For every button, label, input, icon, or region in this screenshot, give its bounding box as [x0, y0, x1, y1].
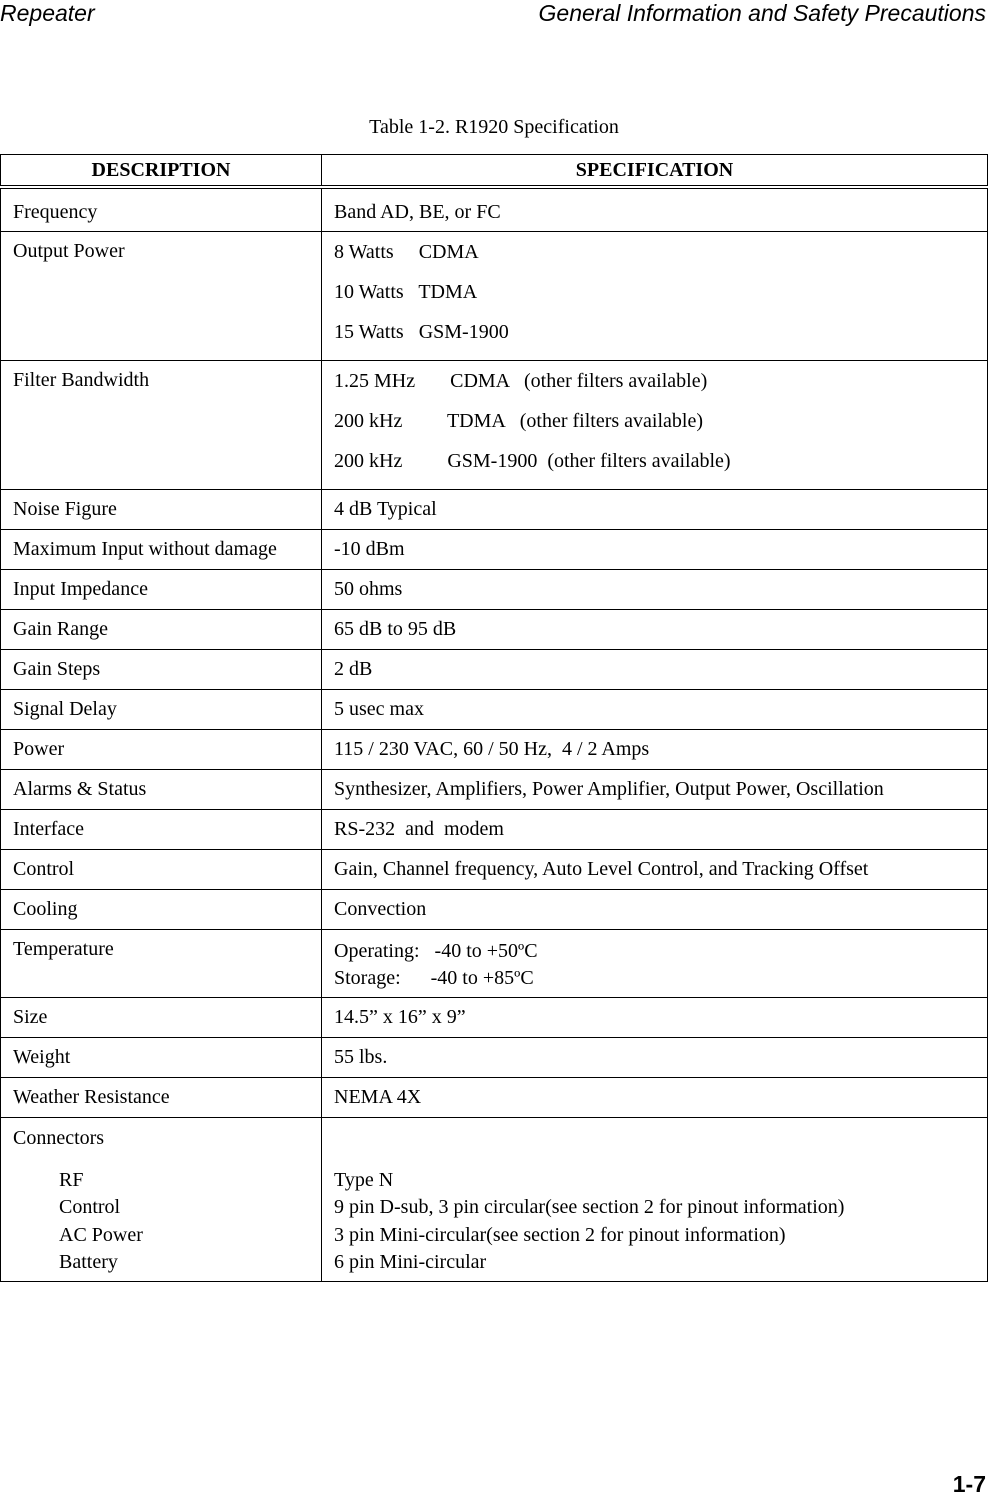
table-row: [1, 929, 988, 997]
row-spec: [322, 231, 988, 360]
table-row: [1, 809, 988, 849]
connectors-label: Connectors: [13, 1126, 105, 1149]
table-row-connectors: [1, 1117, 988, 1281]
spec-line: 200 kHz GSM-1900 (other filters available): [334, 449, 731, 472]
row-spec: [322, 929, 988, 997]
table-row: [1, 1037, 988, 1077]
table-row: [1, 609, 988, 649]
table-row: [1, 360, 988, 489]
connector-name: RF: [59, 1168, 84, 1191]
row-spec: 2 dB: [322, 649, 988, 689]
column-header-specification: SPECIFICATION: [322, 155, 988, 188]
row-description: Temperature: [1, 929, 322, 997]
table-row: [1, 529, 988, 569]
running-header-right: General Information and Safety Precautions: [538, 0, 986, 26]
spec-line: Storage: -40 to +85ºC: [334, 966, 534, 989]
row-description: Noise Figure: [1, 489, 322, 529]
specification-table: [0, 154, 988, 1282]
connector-spec: 6 pin Mini-circular: [334, 1251, 487, 1273]
row-description: Gain Steps: [1, 649, 322, 689]
row-description: Power: [1, 729, 322, 769]
row-description: [1, 1117, 322, 1281]
spec-line: 10 Watts TDMA: [334, 280, 478, 303]
row-spec: 65 dB to 95 dB: [322, 609, 988, 649]
table-row: [1, 569, 988, 609]
row-description: Weight: [1, 1037, 322, 1077]
page-number: 1-7: [952, 1471, 986, 1497]
table-row: [1, 231, 988, 360]
row-description: Control: [1, 849, 322, 889]
table-row: [1, 489, 988, 529]
row-spec: NEMA 4X: [322, 1077, 988, 1117]
row-description: Maximum Input without damage: [1, 529, 322, 569]
table-row: [1, 729, 988, 769]
connector-name: AC Power: [59, 1223, 143, 1246]
spec-line: 1.25 MHz CDMA (other filters available): [334, 369, 708, 392]
row-spec: Synthesizer, Amplifiers, Power Amplifier, Output Power, Oscillation: [322, 769, 988, 809]
connector-spec: 9 pin D-sub, 3 pin circular(see section 2 for pinout information): [334, 1196, 845, 1218]
row-spec: 5 usec max: [322, 689, 988, 729]
row-description: Signal Delay: [1, 689, 322, 729]
row-description: Frequency: [1, 187, 322, 231]
spec-line: 8 Watts CDMA: [334, 240, 479, 263]
table-row: [1, 889, 988, 929]
table-row: [1, 849, 988, 889]
row-spec: [322, 360, 988, 489]
row-description: Input Impedance: [1, 569, 322, 609]
connector-name: Control: [59, 1196, 121, 1218]
spec-line: Operating: -40 to +50ºC: [334, 939, 538, 962]
row-description: Gain Range: [1, 609, 322, 649]
row-spec: 115 / 230 VAC, 60 / 50 Hz, 4 / 2 Amps: [322, 729, 988, 769]
row-spec: Gain, Channel frequency, Auto Level Control, and Tracking Offset: [322, 849, 988, 889]
spec-line: 15 Watts GSM-1900: [334, 320, 509, 343]
row-description: Filter Bandwidth: [1, 360, 322, 489]
spec-line: 200 kHz TDMA (other filters available): [334, 409, 703, 432]
row-spec: 55 lbs.: [322, 1037, 988, 1077]
table-row: [1, 997, 988, 1037]
table-header-row: [1, 155, 988, 188]
running-header-left: Repeater: [0, 0, 95, 26]
row-spec: Band AD, BE, or FC: [322, 187, 988, 231]
row-description: Output Power: [1, 231, 322, 360]
connector-name: Battery: [59, 1251, 118, 1273]
row-spec: [322, 1117, 988, 1281]
row-description: Interface: [1, 809, 322, 849]
table-row: [1, 1077, 988, 1117]
table-row: [1, 187, 988, 231]
row-spec: 4 dB Typical: [322, 489, 988, 529]
row-description: Weather Resistance: [1, 1077, 322, 1117]
table-caption: Table 1-2. R1920 Specification: [369, 116, 619, 138]
row-description: Alarms & Status: [1, 769, 322, 809]
row-description: Cooling: [1, 889, 322, 929]
row-spec: 14.5” x 16” x 9”: [322, 997, 988, 1037]
table-row: [1, 649, 988, 689]
row-spec: Convection: [322, 889, 988, 929]
row-description: Size: [1, 997, 322, 1037]
connector-spec: 3 pin Mini-circular(see section 2 for pinout information): [334, 1223, 786, 1246]
table-row: [1, 769, 988, 809]
table-row: [1, 689, 988, 729]
column-header-description: DESCRIPTION: [1, 155, 322, 188]
connector-spec: Type N: [334, 1168, 394, 1191]
row-spec: RS-232 and modem: [322, 809, 988, 849]
row-spec: -10 dBm: [322, 529, 988, 569]
row-spec: 50 ohms: [322, 569, 988, 609]
